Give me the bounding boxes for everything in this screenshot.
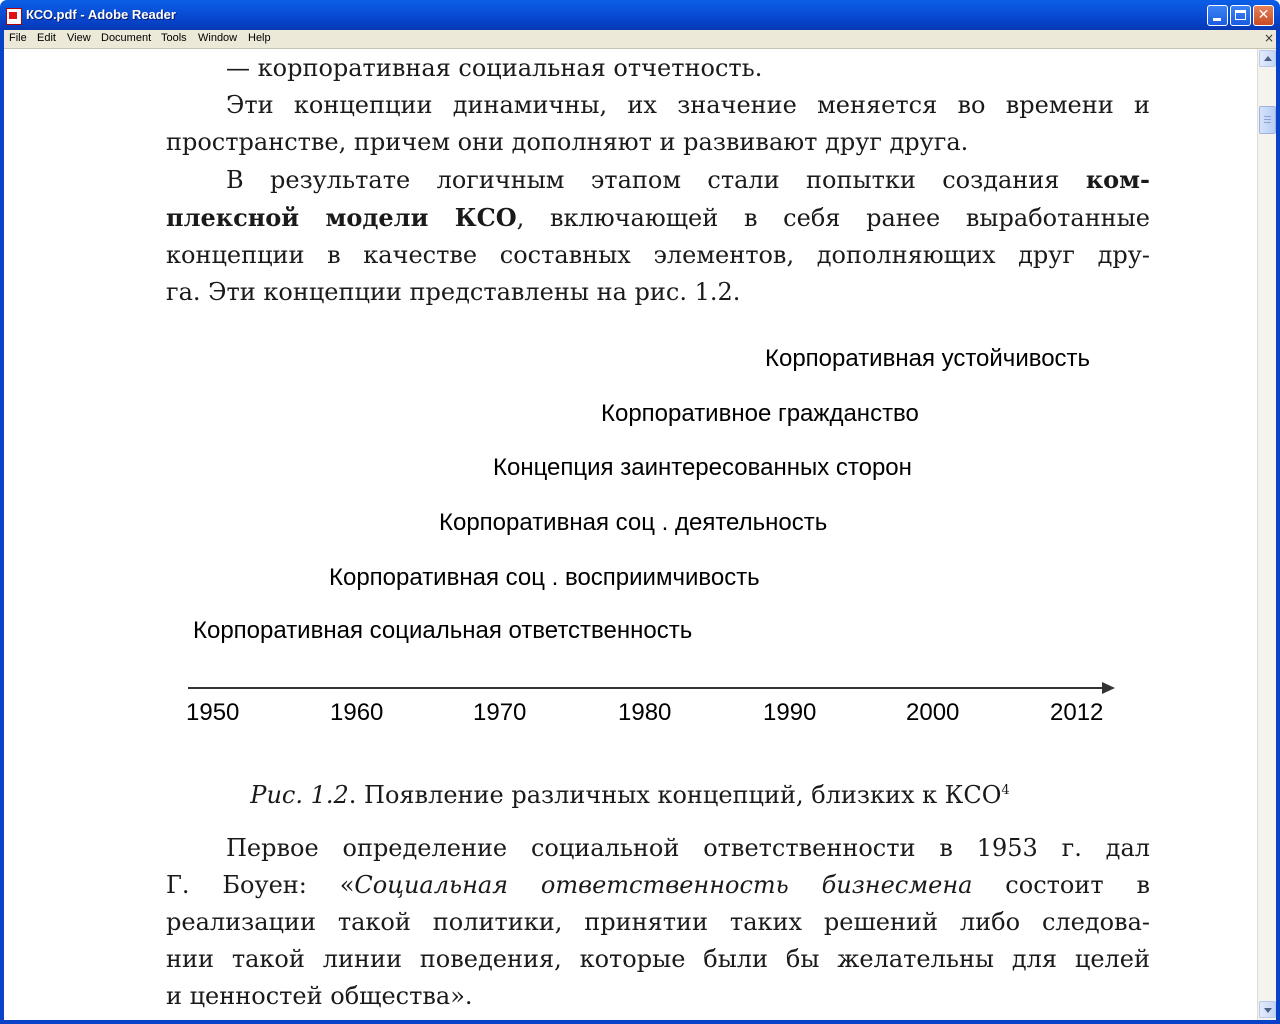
- axis-year-label: 1990: [763, 699, 817, 726]
- close-button[interactable]: [1253, 5, 1274, 26]
- window-frame-left: [0, 30, 4, 1024]
- menu-bar: [0, 30, 1280, 49]
- vertical-scrollbar[interactable]: [1257, 49, 1277, 1020]
- text-line: реализации такой политики, принятии таких решений либо следова-: [166, 908, 1150, 936]
- text-line: Эти концепции динамичны, их значение меняется во времени и: [226, 91, 1150, 119]
- window-frame-right: [1276, 30, 1280, 1024]
- minimize-icon: [1213, 18, 1221, 21]
- axis-year-label: 2000: [906, 699, 960, 726]
- paragraph-bowen-definition: [166, 830, 1150, 1015]
- text-line: пространстве, причем они дополняют и развивают друг друга.: [166, 128, 969, 156]
- concept-label: Корпоративная соц . восприимчивость: [329, 564, 760, 591]
- axis-year-label: 2012: [1050, 699, 1104, 726]
- scroll-up-button[interactable]: [1259, 50, 1276, 67]
- window-frame-bottom: [0, 1020, 1280, 1024]
- text-line: нии такой линии поведения, которые были бы желательны для целей: [166, 945, 1150, 973]
- axis-year-label: 1980: [618, 699, 672, 726]
- concept-label: Корпоративная соц . деятельность: [439, 509, 828, 536]
- document-view: [4, 49, 1256, 1020]
- concept-label: Корпоративное гражданство: [601, 400, 919, 427]
- text-line: Первое определение социальной ответственности в 1953 г. дал: [226, 834, 1150, 862]
- axis-year-label: 1960: [330, 699, 384, 726]
- text-line: плексной модели КСО, включающей в себя ранее выработанные: [166, 203, 1150, 232]
- text-line: концепции в качестве составных элементов, дополняющих друг дру-: [166, 241, 1150, 269]
- menu-tools[interactable]: Tools: [161, 32, 187, 44]
- axis-year-label: 1970: [473, 699, 527, 726]
- chevron-down-icon: [1264, 1008, 1272, 1013]
- title-bar: [0, 0, 1280, 30]
- menu-help[interactable]: Help: [248, 32, 271, 44]
- document-close-icon[interactable]: ×: [1263, 31, 1274, 45]
- paragraph-list-item: — корпоративная социальная отчетность.: [226, 54, 763, 82]
- concept-label: Корпоративная социальная ответственность: [193, 617, 693, 644]
- menu-view[interactable]: View: [67, 32, 91, 44]
- paragraph-complex-model: [166, 161, 1150, 311]
- timeline-axis-arrow: [184, 678, 1124, 698]
- paragraph-dynamics: [166, 87, 1150, 161]
- text-line: В результате логичным этапом стали попытки создания ком-: [226, 165, 1150, 194]
- menu-window[interactable]: Window: [198, 32, 238, 44]
- concept-label: Концепция заинтересованных сторон: [493, 454, 912, 481]
- minimize-button[interactable]: [1207, 5, 1228, 26]
- chevron-up-icon: [1264, 56, 1272, 61]
- axis-year-label: 1950: [186, 699, 240, 726]
- scroll-thumb[interactable]: [1259, 106, 1276, 134]
- text-line: Г. Боуен: «Социальная ответственность бизнесмена состоит в: [166, 871, 1150, 899]
- close-icon: ✕: [1257, 7, 1270, 23]
- menu-document[interactable]: Document: [101, 32, 152, 44]
- figure-caption: Рис. 1.2. Появление различных концепций, близких к КСО$^4$: [250, 781, 1010, 809]
- scroll-down-button[interactable]: [1259, 1001, 1276, 1018]
- maximize-button[interactable]: [1230, 5, 1251, 26]
- pdf-icon: [6, 8, 22, 25]
- text-line: га. Эти концепции представлены на рис. 1.2.: [166, 278, 741, 306]
- concept-label: Корпоративная устойчивость: [765, 345, 1091, 372]
- text-line: и ценностей общества».: [166, 982, 473, 1010]
- window-title: КСО.pdf - Adobe Reader: [26, 7, 176, 22]
- menu-file[interactable]: File: [9, 32, 27, 44]
- maximize-icon: [1235, 10, 1246, 20]
- menu-edit[interactable]: Edit: [37, 32, 56, 44]
